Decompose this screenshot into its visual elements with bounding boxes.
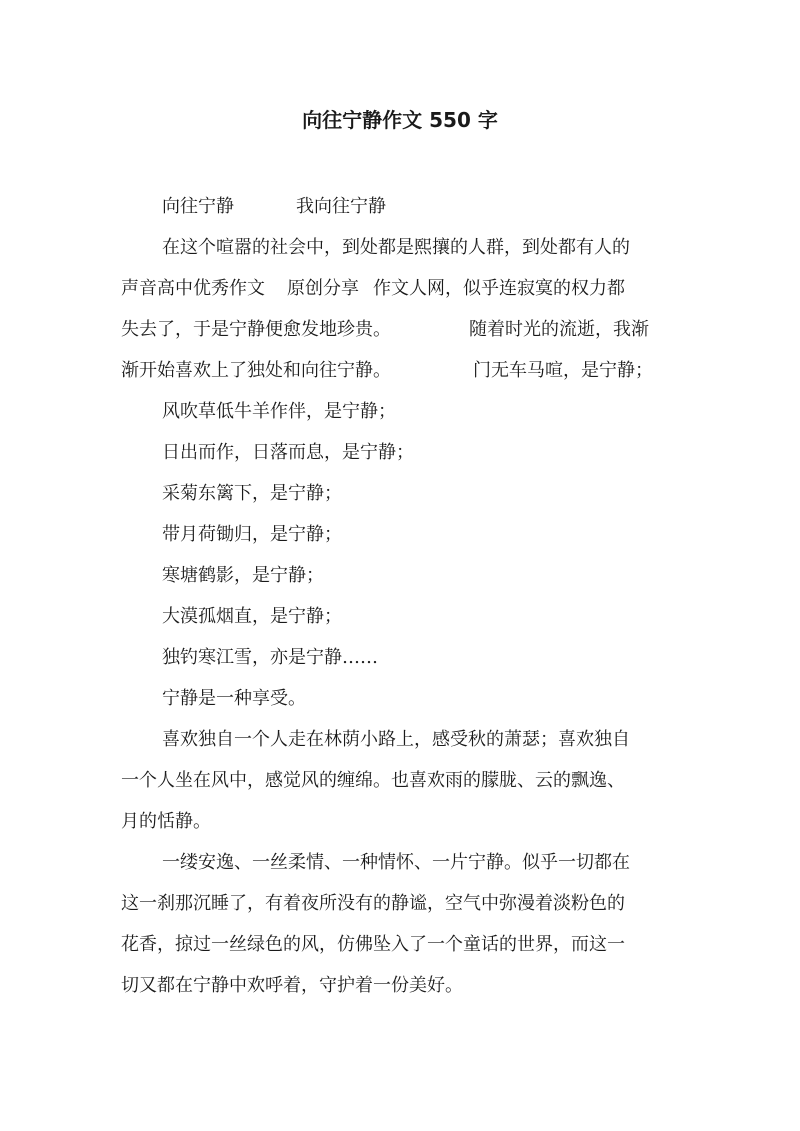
paragraph3-line1: 一缕安逸、一丝柔情、一种情怀、一片宁静。似乎一切都在: [162, 852, 630, 873]
paragraph2-line1: 喜欢独自一个人走在林荫小路上，感受秋的萧瑟；喜欢独自: [162, 729, 630, 750]
paragraph1-line2: [121, 268, 691, 309]
verse-line: 日出而作，日落而息，是宁静；: [162, 442, 414, 463]
heading-right: 我向往宁静: [296, 196, 386, 217]
paragraph2-line3: 月的恬静。: [121, 811, 211, 832]
heading-left: 向往宁静: [162, 196, 234, 217]
verse-line: 采菊东篱下，是宁静；: [162, 483, 342, 504]
paragraph1-line1: 在这个喧嚣的社会中，到处都是熙攘的人群，到处都有人的: [162, 237, 630, 258]
document-body: [121, 186, 691, 1006]
document-title: 向往宁静作文 550 字: [302, 108, 498, 132]
paragraph1-line4-a: 渐开始喜欢上了独处和向往宁静。: [121, 360, 391, 381]
verse-line: 独钓寒江雪，亦是宁静……: [162, 647, 378, 668]
paragraph1-line4-b: 门无车马喧，是宁静；: [473, 360, 653, 381]
verse-line: 寒塘鹤影，是宁静；: [162, 565, 324, 586]
paragraph3-line2: 这一刹那沉睡了，有着夜所没有的静谧，空气中弥漫着淡粉色的: [121, 893, 625, 914]
paragraph1-line4: [121, 350, 691, 391]
heading-line: [121, 186, 691, 227]
paragraph1-line2-b: 原创分享: [287, 278, 359, 299]
paragraph1-line3: [121, 309, 691, 350]
paragraph1-line3-a: 失去了，于是宁静便愈发地珍贵。: [121, 319, 391, 340]
paragraph2-line2: 一个人坐在风中，感觉风的缠绵。也喜欢雨的朦胧、云的飘逸、: [121, 770, 625, 791]
paragraph3-line3: 花香，掠过一丝绿色的风，仿佛坠入了一个童话的世界，而这一: [121, 934, 625, 955]
verse-line: 风吹草低牛羊作伴，是宁静；: [162, 401, 396, 422]
paragraph1-line2-a: 声音高中优秀作文: [121, 278, 265, 299]
verse-line: 带月荷锄归，是宁静；: [162, 524, 342, 545]
paragraph3-line4: 切又都在宁静中欢呼着，守护着一份美好。: [121, 975, 463, 996]
verse-line: 大漠孤烟直，是宁静；: [162, 606, 342, 627]
paragraph1-line3-b: 随着时光的流逝，我渐: [469, 319, 649, 340]
verse-line: 宁静是一种享受。: [162, 688, 306, 709]
paragraph1-line2-c: 作文人网，似乎连寂寞的权力都: [373, 278, 625, 299]
